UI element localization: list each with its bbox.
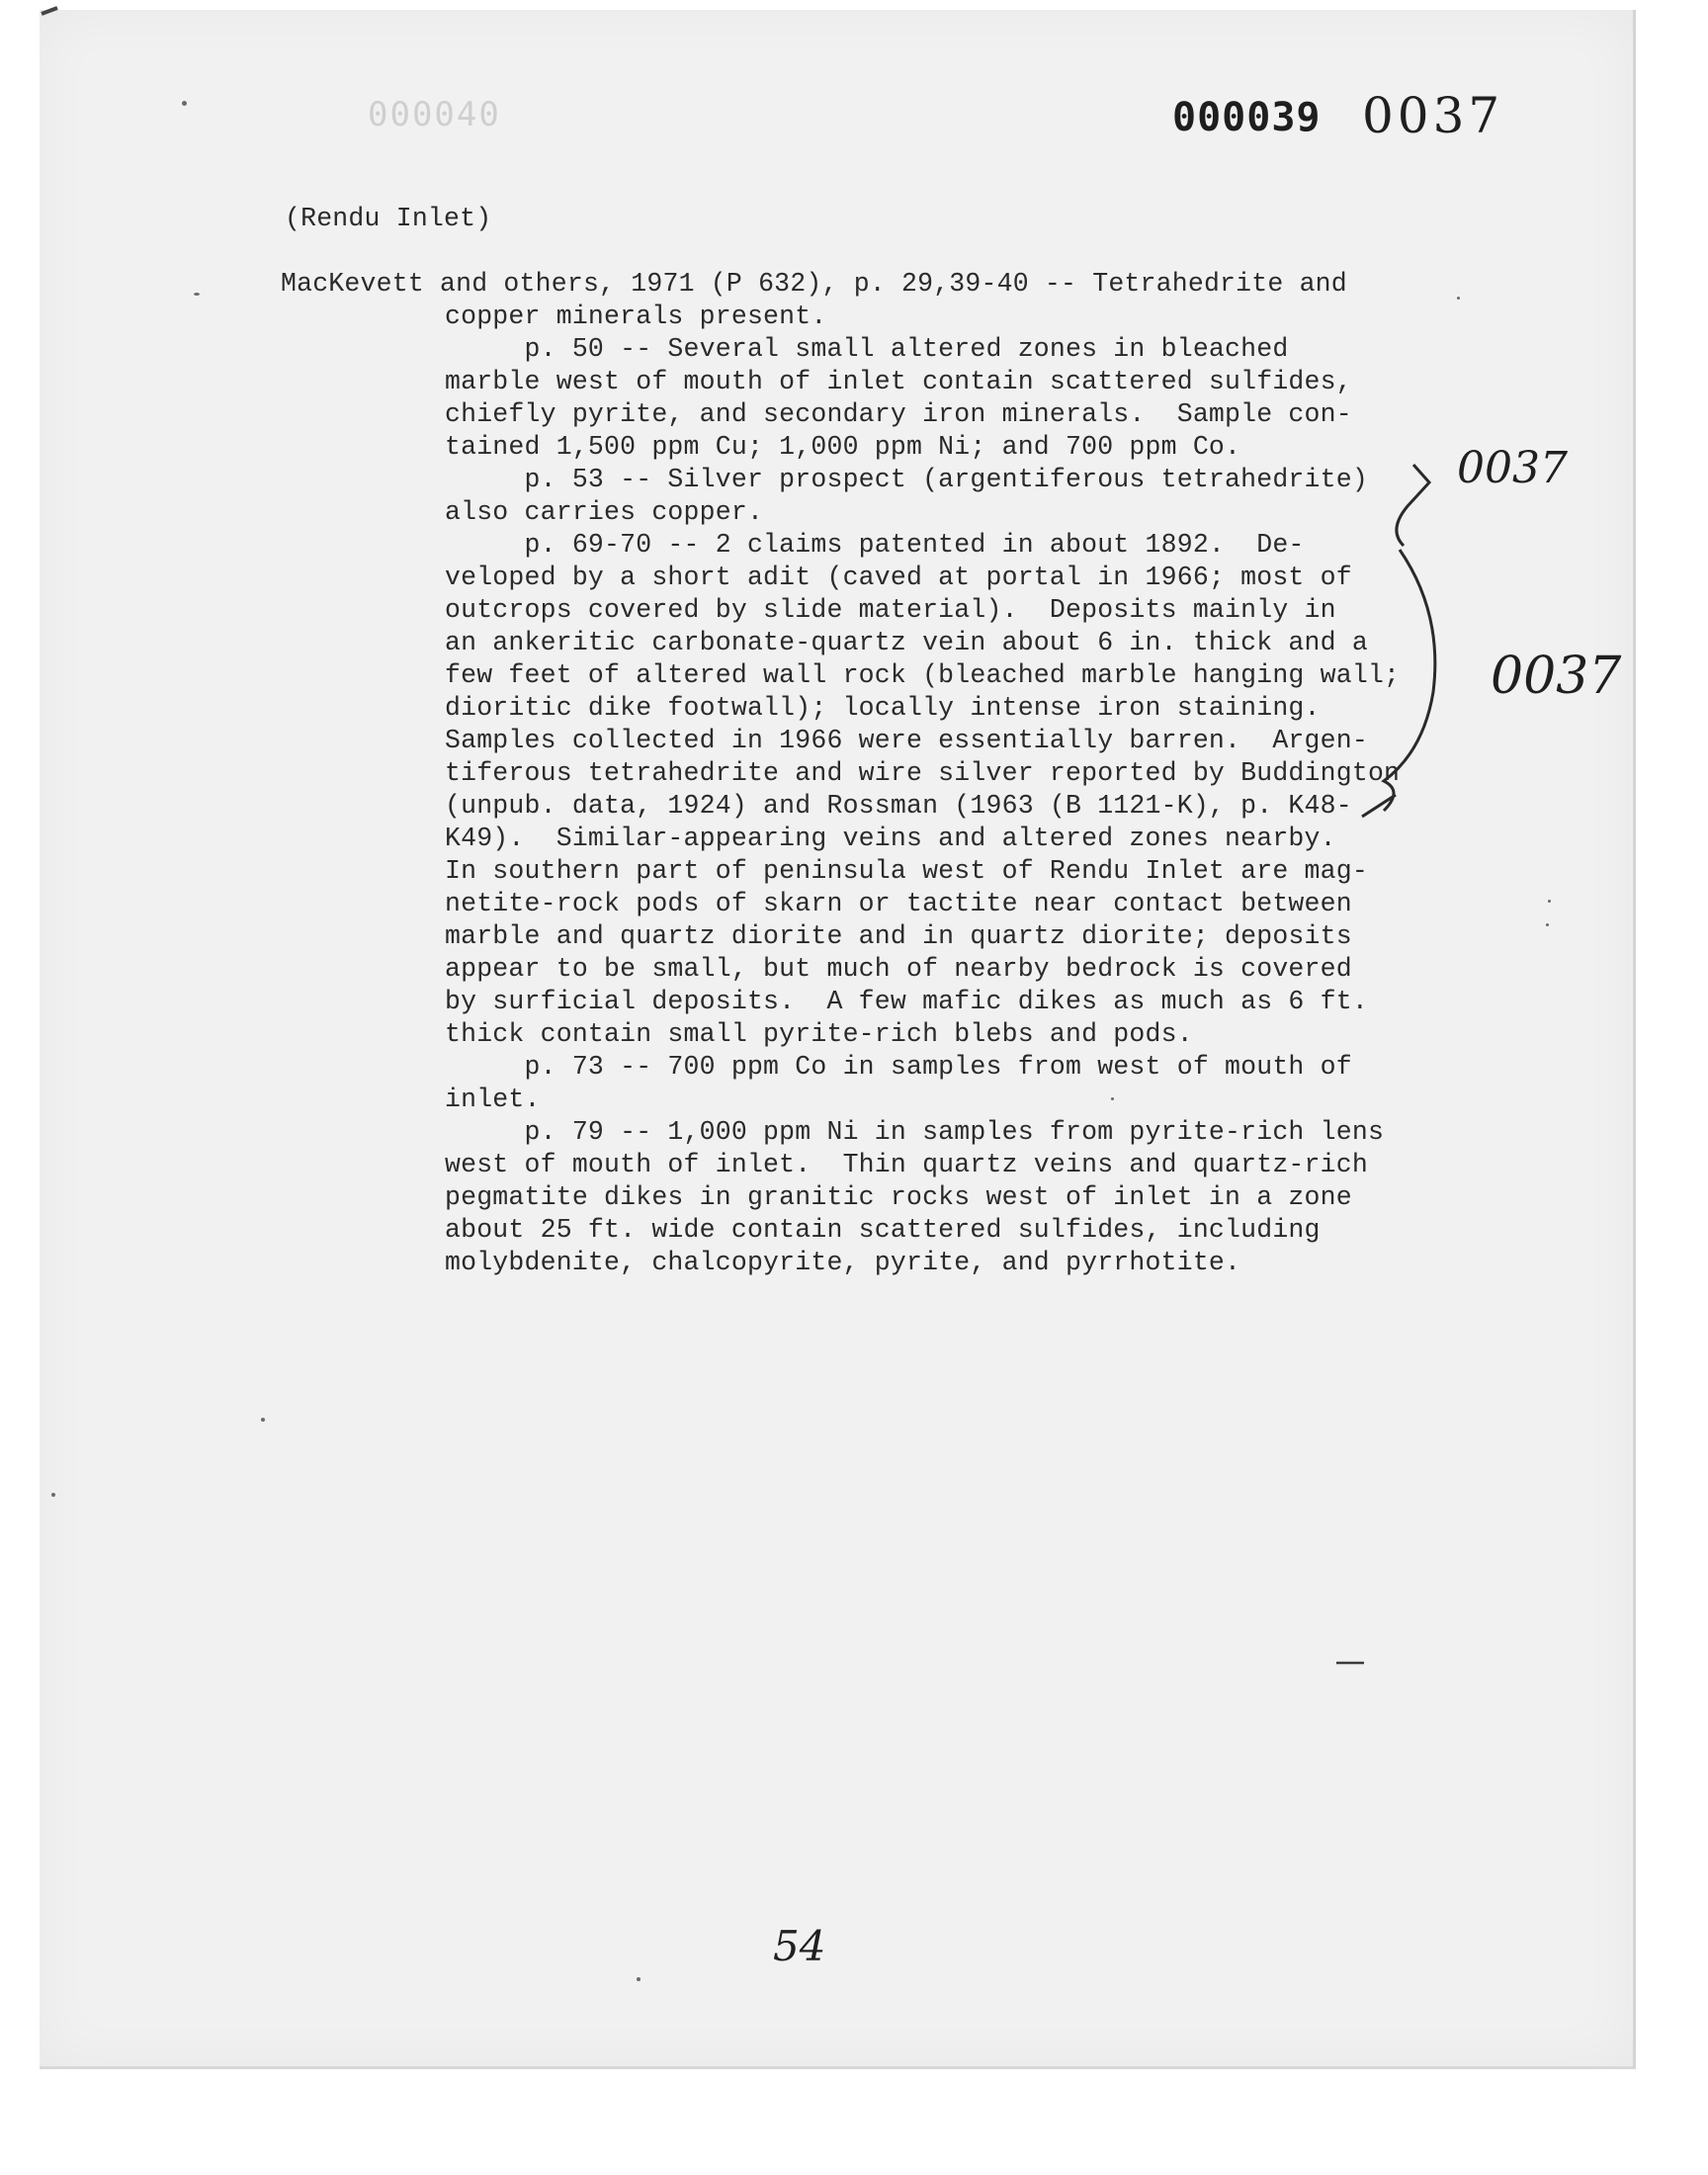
citation-line: netite-rock pods of skarn or tactite near contact between xyxy=(445,889,1352,918)
citation-line: In southern part of peninsula west of Rendu Inlet are mag- xyxy=(445,856,1368,886)
citation-line: tained 1,500 ppm Cu; 1,000 ppm Ni; and 700 ppm Co. xyxy=(445,432,1241,462)
bracket-upper xyxy=(1397,465,1429,546)
citation-line: few feet of altered wall rock (bleached marble hanging wall; xyxy=(445,660,1401,690)
citation-line: (unpub. data, 1924) and Rossman (1963 (B 1121-K), p. K48- xyxy=(445,791,1352,821)
bracket-tail xyxy=(1362,795,1396,817)
citation-line: by surficial deposits. A few mafic dikes as much as 6 ft. xyxy=(445,987,1368,1016)
citation-line: appear to be small, but much of nearby bedrock is covered xyxy=(445,954,1352,984)
citation-line: copper minerals present. xyxy=(445,302,827,331)
citation-line: about 25 ft. wide contain scattered sulfides, including xyxy=(445,1215,1321,1245)
citation-line: p. 79 -- 1,000 ppm Ni in samples from pyrite-rich lens xyxy=(445,1117,1385,1147)
citation-line: tiferous tetrahedrite and wire silver reported by Buddington xyxy=(445,758,1401,788)
handwritten-stamp-suffix: 0037 xyxy=(1362,87,1504,144)
citation-line: also carries copper. xyxy=(445,497,764,527)
citation-line: Samples collected in 1966 were essentially barren. Argen- xyxy=(445,726,1368,755)
citation-line: p. 73 -- 700 ppm Co in samples from west of mouth of xyxy=(445,1052,1352,1082)
ghost-stamp-number: 000040 xyxy=(368,95,501,134)
citation-line: MacKevett and others, 1971 (P 632), p. 29,39-40 -- Tetrahedrite and xyxy=(281,269,1347,299)
page-number: 54 xyxy=(773,1922,826,1970)
citation-line: pegmatite dikes in granitic rocks west of inlet in a zone xyxy=(445,1182,1352,1212)
citation-line: p. 69-70 -- 2 claims patented in about 1892. De- xyxy=(445,530,1305,560)
citation-line: dioritic dike footwall); locally intense iron staining. xyxy=(445,693,1321,723)
citation-line: p. 53 -- Silver prospect (argentiferous tetrahedrite) xyxy=(445,465,1368,494)
bracket-main xyxy=(1384,550,1435,811)
citation-line: p. 50 -- Several small altered zones in bleached xyxy=(445,334,1289,364)
margin-note-lower: 0037 xyxy=(1491,647,1622,706)
citation-line: an ankeritic carbonate-quartz vein about 6 in. thick and a xyxy=(445,628,1368,657)
citation-line: molybdenite, chalcopyrite, pyrite, and pyrrhotite. xyxy=(445,1248,1241,1277)
scan-speck xyxy=(1111,1097,1114,1100)
document-stamp-number: 000039 xyxy=(1172,95,1322,140)
citation-line: chiefly pyrite, and secondary iron minerals. Sample con- xyxy=(445,399,1352,429)
section-heading: (Rendu Inlet) xyxy=(285,204,492,233)
scan-speck xyxy=(1548,900,1551,903)
citation-line: thick contain small pyrite-rich blebs and pods. xyxy=(445,1019,1193,1049)
scan-speck xyxy=(182,101,187,106)
margin-note-upper: 0037 xyxy=(1457,443,1568,493)
scan-speck xyxy=(637,1977,640,1981)
citation-line: marble west of mouth of inlet contain scattered sulfides, xyxy=(445,367,1352,396)
citation-line: inlet. xyxy=(445,1085,541,1114)
citation-line: K49). Similar-appearing veins and altered zones nearby. xyxy=(445,824,1336,853)
scan-speck xyxy=(1546,923,1549,926)
scan-speck xyxy=(1457,297,1460,300)
scan-speck xyxy=(51,1493,55,1497)
citation-line: veloped by a short adit (caved at portal in 1966; most of xyxy=(445,563,1352,592)
top-edge-mark xyxy=(42,8,57,14)
citation-line: marble and quartz diorite and in quartz diorite; deposits xyxy=(445,921,1352,951)
scan-speck xyxy=(194,293,200,296)
citation-line: west of mouth of inlet. Thin quartz veins and quartz-rich xyxy=(445,1150,1368,1179)
scan-speck xyxy=(261,1418,265,1422)
citation-line: outcrops covered by slide material). Deposits mainly in xyxy=(445,595,1336,625)
